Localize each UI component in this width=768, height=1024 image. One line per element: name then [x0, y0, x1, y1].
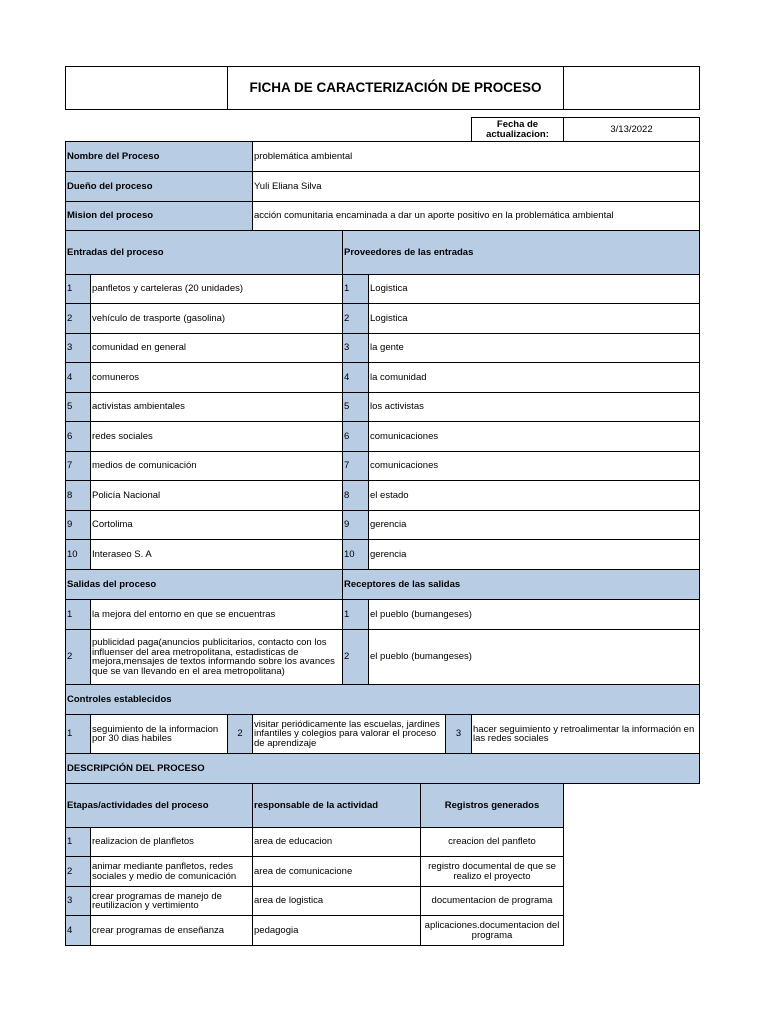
registro-text: creacion del panfleto: [420, 827, 564, 857]
control-number: 2: [227, 714, 253, 754]
etapa-number: 3: [65, 886, 91, 916]
etapa-number: 2: [65, 856, 91, 887]
proveedor-number: 2: [342, 303, 369, 334]
proveedor-number: 3: [342, 333, 369, 363]
receptor-text: el pueblo (bumangeses): [368, 629, 700, 685]
proveedores-header: Proveedores de las entradas: [342, 230, 700, 275]
nombre-label: Nombre del Proceso: [65, 141, 253, 172]
proveedor-text: los activistas: [368, 392, 700, 422]
registro-text: documentacion de programa: [420, 886, 564, 916]
col-registros-header: Registros generados: [420, 783, 564, 828]
salida-text: la mejora del entorno en que se encuentras: [90, 599, 343, 630]
dueno-value: Yuli Eliana Silva: [252, 171, 700, 202]
etapa-text: crear programas de enseñanza: [90, 915, 253, 946]
receptor-number: 2: [342, 629, 369, 685]
etapa-text: animar mediante panfletos, redes sociales y medio de comunicación: [90, 856, 253, 887]
page-title: FICHA DE CARACTERIZACIÓN DE PROCESO: [227, 66, 564, 110]
receptores-header: Receptores de las salidas: [342, 569, 700, 600]
receptor-number: 1: [342, 599, 369, 630]
salidas-header: Salidas del proceso: [65, 569, 343, 600]
dueno-label: Dueño del proceso: [65, 171, 253, 202]
nombre-value: problemática ambiental: [252, 141, 700, 172]
entrada-text: Interaseo S. A: [90, 539, 343, 570]
proveedor-number: 7: [342, 451, 369, 481]
salida-number: 2: [65, 629, 91, 685]
proveedor-text: Logistica: [368, 274, 700, 304]
etapa-number: 4: [65, 915, 91, 946]
entrada-number: 3: [65, 333, 91, 363]
proveedor-text: la comunidad: [368, 362, 700, 393]
control-number: 3: [445, 714, 472, 754]
proveedor-text: comunicaciones: [368, 451, 700, 481]
registro-text: aplicaciones.documentacion del programa: [420, 915, 564, 946]
proveedor-number: 10: [342, 539, 369, 570]
col-responsable-header: responsable de la actividad: [252, 783, 421, 828]
entrada-number: 6: [65, 421, 91, 452]
proveedor-text: el estado: [368, 480, 700, 511]
receptor-text: el pueblo (bumangeses): [368, 599, 700, 630]
salida-text: publicidad paga(anuncios publicitarios, contacto con los influenser del area metropolitana, estadisticas de mejora,mensajes de textos informando sobre los avances que se van llevando en el area metropolitana): [90, 629, 343, 685]
control-text: seguimiento de la informacion por 30 dias habiles: [90, 714, 228, 754]
mision-value: acción comunitaria encaminada a dar un aporte positivo en la problemática ambiental: [252, 201, 700, 231]
mision-label: Mision del proceso: [65, 201, 253, 231]
fecha-label: Fecha de actualizacion:: [471, 117, 564, 142]
controles-header: Controles establecidos: [65, 684, 700, 715]
col-etapas-header: Etapas/actividades del proceso: [65, 783, 253, 828]
entrada-number: 4: [65, 362, 91, 393]
entrada-text: comunidad en general: [90, 333, 343, 363]
entrada-text: activistas ambientales: [90, 392, 343, 422]
registro-text: registro documental de que se realizo el proyecto: [420, 856, 564, 887]
proveedor-text: gerencia: [368, 539, 700, 570]
responsable-text: area de educacion: [252, 827, 421, 857]
entrada-number: 1: [65, 274, 91, 304]
entrada-text: panfletos y carteleras (20 unidades): [90, 274, 343, 304]
proveedor-number: 6: [342, 421, 369, 452]
entrada-number: 5: [65, 392, 91, 422]
responsable-text: pedagogia: [252, 915, 421, 946]
proveedor-number: 1: [342, 274, 369, 304]
control-text: hacer seguimiento y retroalimentar la información en las redes sociales: [471, 714, 700, 754]
proveedor-text: Logistica: [368, 303, 700, 334]
salida-number: 1: [65, 599, 91, 630]
proveedor-number: 5: [342, 392, 369, 422]
proveedor-text: gerencia: [368, 510, 700, 540]
proveedor-number: 8: [342, 480, 369, 511]
entrada-number: 7: [65, 451, 91, 481]
fecha-value: 3/13/2022: [563, 117, 700, 142]
entrada-number: 2: [65, 303, 91, 334]
proveedor-text: comunicaciones: [368, 421, 700, 452]
etapa-text: realizacion de planfletos: [90, 827, 253, 857]
control-text: visitar periódicamente las escuelas, jardines infantiles y colegios para valorar el proceso de aprendizaje: [252, 714, 446, 754]
descripcion-header: DESCRIPCIÓN DEL PROCESO: [65, 753, 700, 784]
etapa-text: crear programas de manejo de reutilizacion y vertimiento: [90, 886, 253, 916]
proveedor-number: 4: [342, 362, 369, 393]
entrada-number: 9: [65, 510, 91, 540]
entrada-text: medios de comunicación: [90, 451, 343, 481]
title-left-cell: [65, 66, 228, 110]
control-number: 1: [65, 714, 91, 754]
entrada-text: redes sociales: [90, 421, 343, 452]
entrada-number: 10: [65, 539, 91, 570]
entrada-text: Policía Nacional: [90, 480, 343, 511]
entrada-text: Cortolima: [90, 510, 343, 540]
etapa-number: 1: [65, 827, 91, 857]
responsable-text: area de comunicacione: [252, 856, 421, 887]
title-right-cell: [563, 66, 700, 110]
entrada-text: vehículo de trasporte (gasolina): [90, 303, 343, 334]
proveedor-number: 9: [342, 510, 369, 540]
entradas-header: Entradas del proceso: [65, 230, 343, 275]
proveedor-text: la gente: [368, 333, 700, 363]
entrada-text: comuneros: [90, 362, 343, 393]
responsable-text: area de logistica: [252, 886, 421, 916]
entrada-number: 8: [65, 480, 91, 511]
